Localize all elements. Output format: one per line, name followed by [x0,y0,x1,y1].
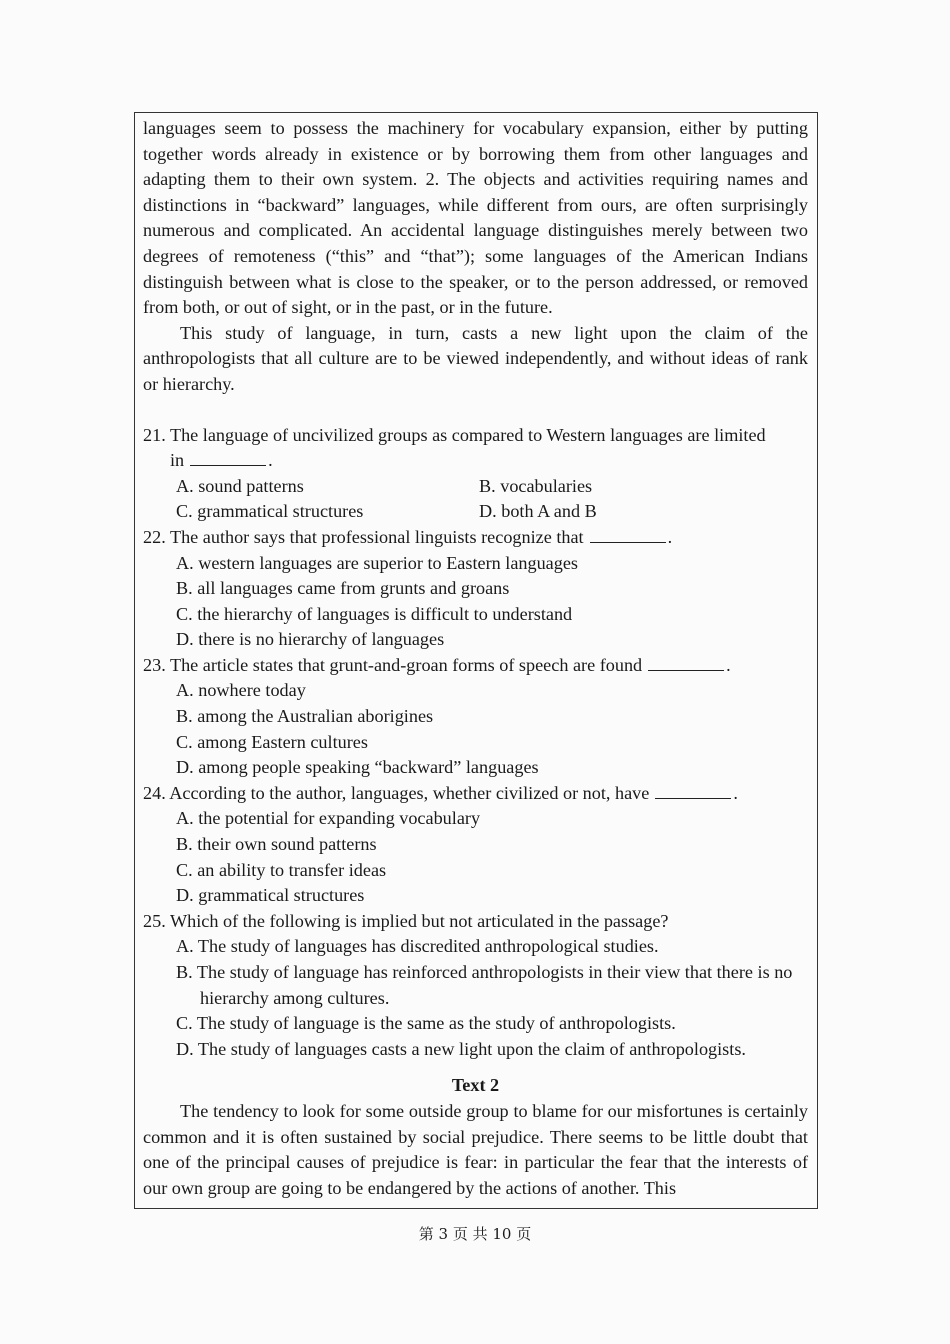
question-stem-cont: in [170,450,185,471]
option-d: D. The study of languages casts a new light upon the claim of anthropologists. [176,1038,746,1059]
question-number: 25. [143,910,166,931]
option-a: A. western languages are superior to Eastern languages [176,552,578,573]
question-number: 21. [143,424,166,445]
option-b: B. among the Australian aborigines [176,706,434,727]
question-stem: According to the author, languages, whether civilized or not, have [169,782,650,803]
question-stem: The article states that grunt-and-groan forms of speech are found [169,654,643,675]
question-number: 23. [143,654,166,675]
option-c: C. the hierarchy of languages is difficult to understand [176,603,573,624]
question-stem: The author says that professional linguists recognize that [169,526,584,547]
option-b: B. The study of language has reinforced anthropologists in their view that there is no hierarchy among cultures. [176,962,793,1008]
question-stem: Which of the following is implied but not articulated in the passage? [169,910,669,931]
question-25 [143,909,808,1063]
answer-blank [190,448,266,466]
question-number: 24. [143,782,166,803]
answer-blank [655,781,731,799]
option-c: C. grammatical structures [176,501,364,522]
option-d: D. there is no hierarchy of languages [176,629,445,650]
option-d: D. both A and B [479,501,597,522]
option-b: B. all languages came from grunts and groans [176,578,510,599]
punctuation: . [667,526,673,547]
option-d: D. among people speaking “backward” languages [176,757,539,778]
option-c: C. among Eastern cultures [176,731,368,752]
passage-paragraph: This study of language, in turn, casts a new light upon the claim of the anthropologists that all culture are to be viewed independently, and without ideas of rank or hierarchy. [143,322,808,394]
option-b: B. vocabularies [479,475,593,496]
option-d: D. grammatical structures [176,885,365,906]
option-a: A. nowhere today [176,680,306,701]
question-23 [143,653,808,781]
exam-content-frame [134,112,818,1209]
passage-paragraph: languages seem to possess the machinery for vocabulary expansion, either by putting together words already in existence or by borrowing them from other languages and adapting them to their own system. 2. The objects and activities requiring names and distinctions in “backward” languages, while different from ours, are often surprisingly numerous and complicated. An accidental language distinguishes merely between two degrees of remoteness (“this” and “that”); some languages of the American Indians distinguish between what is close to the speaker, or to the person addressed, or removed from both, or out of sight, or in the past, or in the future. [143,118,808,318]
answer-blank [648,653,724,671]
punctuation: . [268,450,273,471]
punctuation: . [733,782,738,803]
option-a: A. the potential for expanding vocabulary [176,808,481,829]
question-21 [143,423,808,525]
question-22 [143,525,808,653]
page-number: 第 3 页 共 10 页 [418,1225,532,1243]
option-a: A. The study of languages has discredited anthropological studies. [176,936,659,957]
option-c: C. an ability to transfer ideas [176,859,387,880]
question-number: 22. [143,526,166,547]
option-a: A. sound patterns [176,475,304,496]
option-c: C. The study of language is the same as the study of anthropologists. [176,1013,676,1034]
question-stem: The language of uncivilized groups as compared to Western languages are limited [169,424,766,445]
option-b: B. their own sound patterns [176,834,377,855]
punctuation: . [726,654,731,675]
answer-blank [590,525,666,543]
section-title: Text 2 [451,1075,500,1096]
question-24 [143,781,808,909]
passage-paragraph: The tendency to look for some outside group to blame for our misfortunes is certainly common and it is often sustained by social prejudice. There seems to be little doubt that one of the principal causes of prejudice is fear: in particular the fear that the interests of our own group are going to be endangered by the actions of another. This [143,1100,808,1198]
